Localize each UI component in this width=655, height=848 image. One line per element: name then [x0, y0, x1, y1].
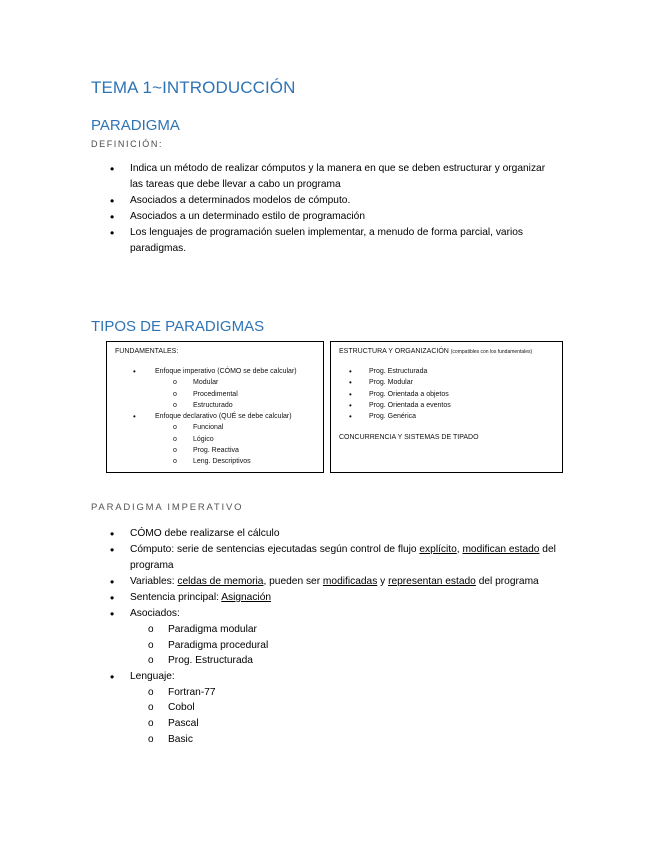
list-item: o Lógico	[107, 434, 323, 445]
estructura-label: ESTRUCTURA Y ORGANIZACIÓN (compatibles con los fundamentales)	[339, 348, 533, 355]
estructura-note: (compatibles con los fundamentales)	[450, 349, 533, 355]
list-item: o Paradigma modular	[130, 622, 580, 638]
page-title: TEMA 1~INTRODUCCIÓN	[91, 78, 296, 97]
list-item: o Cobol	[130, 700, 580, 716]
list-item: o Prog. Estructurada	[130, 653, 580, 669]
list-item: • Asociados: o Paradigma modular o Paradigma procedural o Prog. Estructurada	[110, 606, 580, 669]
fundamentales-box	[106, 341, 324, 473]
lenguaje-sublist	[130, 685, 580, 747]
fundamentales-list	[107, 366, 323, 468]
estructura-list	[331, 366, 562, 422]
list-item: o Prog. Reactiva	[107, 445, 323, 456]
list-item: • Prog. Modular	[331, 377, 562, 388]
list-item: • Prog. Orientada a eventos	[331, 400, 562, 411]
imperativo-list	[110, 526, 580, 747]
list-item: o Pascal	[130, 716, 580, 732]
section-heading-paradigma: PARADIGMA	[91, 117, 180, 134]
list-item: o Leng. Descriptivos	[107, 456, 323, 467]
underlined-text: explícito	[419, 544, 457, 555]
list-item: • Sentencia principal: Asignación	[110, 590, 580, 606]
list-item: • CÓMO debe realizarse el cálculo	[110, 526, 580, 542]
definicion-list	[110, 161, 550, 257]
section-heading-tipos: TIPOS DE PARADIGMAS	[91, 318, 265, 335]
list-item: o Basic	[130, 732, 580, 748]
list-item: • Indica un método de realizar cómputos y la manera en que se deben estructurar y organizar las tareas que debe llevar a cabo un programa	[110, 161, 550, 193]
concurrencia-label: CONCURRENCIA Y SISTEMAS DE TIPADO	[339, 434, 479, 441]
list-item: • Prog. Estructurada	[331, 366, 562, 377]
list-item: o Procedimental	[107, 389, 323, 400]
list-item: o Fortran-77	[130, 685, 580, 701]
list-item: o Estructurado	[107, 400, 323, 411]
underlined-text: Asignación	[221, 592, 272, 603]
list-item: • Enfoque declarativo (QUÉ se debe calcular)	[107, 411, 323, 422]
underlined-text: modificadas	[322, 576, 378, 587]
list-item: • Asociados a un determinado estilo de programación	[110, 209, 550, 225]
asociados-sublist	[130, 622, 580, 669]
underlined-text: representan estado	[388, 576, 476, 587]
subheading-definicion: DEFINICIÓN:	[91, 139, 164, 149]
list-item: • Prog. Genérica	[331, 411, 562, 422]
list-item: • Asociados a determinados modelos de cómputo.	[110, 193, 550, 209]
list-item: • Cómputo: serie de sentencias ejecutadas según control de flujo explícito, modifican estado del programa	[110, 542, 580, 574]
estructura-box	[330, 341, 563, 473]
list-item: o Paradigma procedural	[130, 638, 580, 654]
underlined-text: modifican estado	[462, 544, 540, 555]
section-heading-imperativo: PARADIGMA IMPERATIVO	[91, 502, 244, 513]
list-item: o Modular	[107, 377, 323, 388]
list-item: • Variables: celdas de memoria, pueden ser modificadas y representan estado del programa	[110, 574, 580, 590]
list-item: • Enfoque imperativo (CÓMO se debe calcular)	[107, 366, 323, 377]
list-item: • Lenguaje: o Fortran-77 o Cobol o Pascal o Basic	[110, 669, 580, 747]
list-item: o Funcional	[107, 422, 323, 433]
list-item: • Los lenguajes de programación suelen implementar, a menudo de forma parcial, varios paradigmas.	[110, 225, 550, 257]
list-item: • Prog. Orientada a objetos	[331, 389, 562, 400]
underlined-text: celdas de memoria	[177, 576, 264, 587]
fundamentales-label: FUNDAMENTALES:	[115, 348, 179, 355]
